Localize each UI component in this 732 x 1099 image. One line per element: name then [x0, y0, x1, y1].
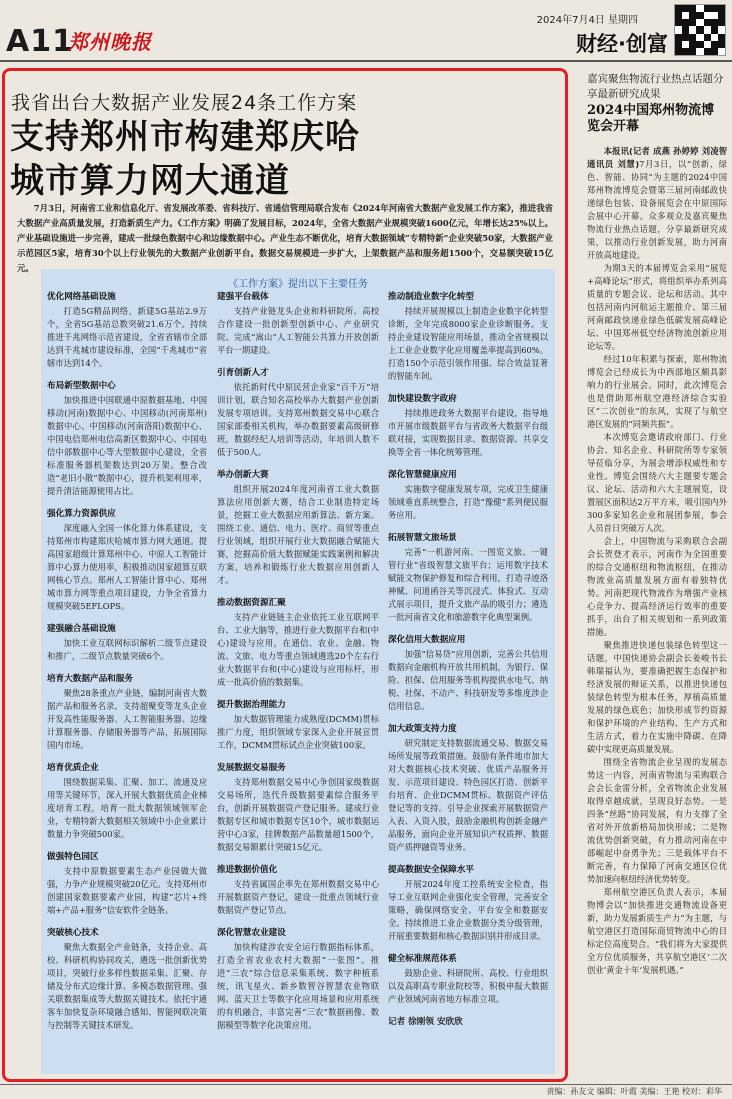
task-item: [388, 634, 548, 713]
task-title: 拓展智慧文旅场景: [388, 533, 457, 543]
task-title: 深化智慧健康应用: [388, 470, 457, 480]
task-body: 支持省属国企率先在郑州数据交易中心开展数据资产登记，建设一批重点领域行业数据资产登记节点。: [217, 879, 379, 915]
task-title: 健全标准规范体系: [388, 954, 457, 964]
task-body: 依托新时代中原民营企业家“百千万”培训计划，联合知名高校举办大数据产业创新发展专项培训。支持郑州数据交易中心联合国家部委相关机构，举办数据要素高级研修班，数据经纪人培训等活动，年培训人数不低于500人。: [217, 382, 379, 457]
page-number: A11: [6, 24, 74, 59]
headline-line-1: 支持郑州市构建郑庆哈: [10, 117, 360, 157]
masthead-logo: 郑州晚报: [68, 30, 152, 54]
task-body: 组织开展2024年度河南省工业大数据算法应用创新大赛，结合工业制造特定场景，挖掘工业大数据应用新算法、新方案。围绕工业、通信、电力、医疗、商贸等重点行业领域，组织开展行业大数据融合赋能大赛，挖掘高价值大数据赋能实践案例和解决方案，培养和锻炼行业大数据应用创新人才。: [217, 484, 379, 585]
task-item: [388, 469, 548, 522]
footer-credits: 责编：孙友文 编辑：叶霞 美编：王艳 校对：彩华: [546, 1087, 722, 1096]
task-item: [217, 927, 379, 1032]
task-title: 推进数据价值化: [217, 865, 278, 875]
side-paragraph: 为期3天的本届博览会采用“展览+高峰论坛”形式，将组织举办系列高质量的专题会议、论坛和活动。其中包括河南内河航运主题推介、第三届河南邮政快递业绿色低碳发展高峰论坛、中国郑州低空经济物流创新应用论坛等。: [587, 263, 727, 351]
task-title: 培育优质企业: [47, 763, 99, 773]
task-item: [47, 851, 207, 917]
task-item: [217, 367, 379, 459]
task-item: [217, 699, 379, 752]
issue-date: 2024年7月4日 星期四: [536, 15, 638, 26]
task-item: [47, 380, 207, 498]
task-body: 加强“信易贷”应用创新，完善公共信用数据向金融机构开放共用机制，为银行、保险、担保、信用服务等机构提供水电气、纳税、社保、不动产、科技研发等多维度涉企信用信息。: [388, 649, 548, 711]
header-divider: [0, 60, 732, 62]
task-item: [217, 762, 379, 854]
qr-code-icon: [674, 4, 726, 56]
task-item: [47, 291, 207, 370]
task-body: 鼓励企业、科研院所、高校、行业组织以及高职高专职业院校等，积极申报大数据产业领域河南省地方标准立项。: [388, 968, 548, 1004]
task-body: 加快工业互联网标识解析二级节点建设和推广，二级节点数量突破6个。: [47, 638, 207, 661]
footer-divider: [0, 1084, 732, 1085]
task-item: [47, 673, 207, 752]
main-byline: 记者 徐刚领 安欣欣: [388, 1017, 463, 1027]
task-title: 建强平台载体: [217, 292, 269, 302]
side-article: [587, 72, 727, 1082]
task-title: 做强特色园区: [47, 852, 99, 862]
task-item: [388, 393, 548, 459]
task-body: 支持产业链龙头企业和科研院所、高校合作建设一批创新型创新中心、产业研究院。完成“嵩山”人工智能公共算力开放创新平台一期建设。: [217, 306, 379, 355]
task-item: [47, 508, 207, 613]
main-article: [2, 68, 568, 1082]
task-body: 支持郑州数据交易中心争创国家级数据交易场所，迭代升级数据要素综合服务平台，创新开展数据资产登记服务。建成行业数据专区和城市数据专区10个，城市数据运营中心3家，挂牌数据产品数量超1500个，数据交易额累计突破15亿元。: [217, 777, 379, 852]
task-item: [47, 762, 207, 841]
side-paragraph: 围绕全省物流企业呈现的发展态势这一内容，河南省物流与采购联合会会长金雷分析，全省物流企业发展取得卓越成就，呈现良好态势。一是四条“丝路”协同发展，有力支撑了全省对外开放新格局加快形成；二是物流优势创新突破，有力推动河南在中部崛起中奋勇争先；三是载体平台不断完善，有力保障了河南交通区位优势加速向枢纽经济优势转变。: [587, 757, 727, 884]
task-item: [217, 469, 379, 587]
side-paragraph: 本次博览会邀请政府部门、行业协会、知名企业、科研院所等专家领导莅临分享，为展会增添权威性和专业性。博览会围绕六大主题要专题会议、论坛、活动和六大主题展览，设置展区面积达2万平方米，吸引国内外300多家知名企业和展团参展，参会人员首日突破万人次。: [587, 432, 727, 533]
task-title: 加快建设数字政府: [388, 394, 457, 404]
task-title: 突破核心技术: [47, 928, 99, 938]
task-body: 持续推进政务大数据平台建设，指导地市开展市级数据平台与省政务大数据平台级联对接，实现数据目录、数据资源、共享交换等全省一体化统筹管理。: [388, 408, 548, 457]
side-headline: 2024中国郑州物流博览会开幕: [587, 103, 715, 134]
task-column-1: [47, 291, 207, 1042]
task-body: 开展2024年度工控系统安全检查，指导工业互联网企业强化安全管理，完善安全策略，确保网络安全、平台安全和数据安全。持续推进工业企业数据分类分级管理，开展重要数据和核心数据识别并形成目录。: [388, 879, 548, 941]
task-title: 布局新型数据中心: [47, 381, 116, 391]
task-item: [47, 623, 207, 663]
task-title: 引育创新人才: [217, 368, 269, 378]
side-byline: 本报讯(记者 成燕 孙婷婷 刘凌智 通讯员 刘慧): [587, 146, 727, 169]
side-body: [587, 145, 727, 977]
task-item: [217, 291, 379, 357]
task-title: 提高数据安全保障水平: [388, 865, 474, 875]
task-item: [388, 953, 548, 1006]
task-item: [388, 532, 548, 624]
side-paragraph: 本报讯(记者 成燕 孙婷婷 刘凌智 通讯员 刘慧)7月3日，以“创新、绿色、智能、协同”为主题的2024中国郑州物流博览会暨第三届河南邮政快递绿色包装、设备展览会在中原国际会展中心开幕。众多观众及嘉宾聚焦物流行业热点话题，分享最新研究成果，以推动行业创新发展，助力河南开放高地建设。: [587, 146, 727, 260]
task-body: 完善“一机游河南、一图览文旅、一键管行业”省级智慧文旅平台；运用数字技术赋能文物保护修复和综合利用，打造寻迹洛神赋、问道函谷关等沉浸式、体验式、互动式展示项目，提升文旅产品的吸引力；遴选一批河南省文化和旅游数字化典型案例。: [388, 547, 548, 622]
task-body: 打造5G精品网络，新建5G基站2.9万个，全省5G基站总数突破21.6万个。持续推进千兆网络示范省建设，全省省辖市全部达到千兆城市建设标准，全国“千兆城市”省辖市达到14个。: [47, 306, 207, 368]
task-item: [388, 723, 548, 854]
side-paragraph: 聚焦推进快递包装绿色转型这一话题，中国快递协会副会长姜峻书长韩瑞福认为，要准确把握生态保护和经济发展的辩证关系，以推进快递包装绿色转型为根本任务，厚植高质量发展的绿色底色；加快形成节约资源和保护环境的产业结构、生产方式和生活方式，着力在实施中降碳、在降碳中实现更高质量发展。: [587, 640, 727, 754]
task-box: [41, 269, 555, 1074]
headline-line-2: 城市算力网大通道: [10, 161, 290, 201]
main-kicker: 我省出台大数据产业发展24条工作方案: [11, 92, 358, 114]
task-column-2: [217, 291, 379, 1042]
task-title: 深化智慧农业建设: [217, 928, 286, 938]
task-item: [388, 864, 548, 943]
task-title: 发展数据交易服务: [217, 763, 286, 773]
task-title: 建强融合基础设施: [47, 624, 116, 634]
task-title: 强化算力资源供应: [47, 509, 116, 519]
page-header: [0, 0, 732, 62]
section-title: 财经·创富: [576, 32, 668, 56]
task-title: 加大政策支持力度: [388, 724, 457, 734]
task-column-3: [388, 291, 548, 1029]
side-paragraph: 经过10年积累与探索，郑州物流博览会已经成长为中西部地区颇具影响力的行业展会。同时，此次博览会也是借助郑州航空港经济综合实验区“二次创业”的东风，实现了与航空港区发展的“同频共振”。: [587, 354, 727, 429]
task-body: 支持中原数据要素生态产业园做大做强，力争产业规模突破20亿元。支持郑州市创建国家数据要素产业园，构建“芯片+终端+产品+服务”信安软件全链条。: [47, 866, 207, 915]
task-title: 举办创新大赛: [217, 470, 269, 480]
task-body: 研究制定支持数据流通交易、数据交易场所发展等政策措施。鼓励有条件地市加大对大数据核心技术突破、优质产品服务开发、示范项目建设、特色园区打造、创新平台培育、企业DCMM贯标、数据资产评估登记等的支持。引导企业探索开展数据资产入表、入资入股，鼓励金融机构创新金融产品服务，面向企业开展知识产权质押、数据资产质押融资等业务。: [388, 738, 548, 852]
task-item: [47, 927, 207, 1032]
task-body: 聚焦大数据全产业链条，支持企业、高校、科研机构协同攻关，遴选一批创新优势项目，突破行业多样性数据采集、汇聚、存储及分布式边缘计算、多模态数据管理、强关联数据集成等大数据关键技术。依托宇通客车加快复杂环境融合感知、智能网联决策与控制等关键技术研发。: [47, 942, 207, 1030]
task-body: 加大数据管理能力成熟度(DCMM)贯标推广力度，组织领域专家深入企业开展宣贯工作，DCMM贯标试点企业突破100家。: [217, 714, 379, 750]
task-item: [388, 291, 548, 383]
task-item: [217, 597, 379, 689]
task-item: [217, 864, 379, 917]
task-body: 实施数字健康发展专项，完成卫生健康领域垂直系统整合，打造“豫健”系列便民服务应用。: [388, 484, 548, 520]
task-title: 优化网络基础设施: [47, 292, 116, 302]
side-paragraph: 郑州航空港区负责人表示，本届物博会以“加快推进交通物流设备更新，助力发展新质生产力”为主题，与航空港区打造国际商贸物流中心的目标定位高度契合。“我们将为大家提供全方位优质服务，共享航空港区‘二次创业’黄金十年‘发展机遇。”: [587, 887, 727, 975]
task-title: 深化信用大数据应用: [388, 635, 466, 645]
task-body: 加快构建涉农安全运行数据指标体系，打造全省农业农村大数据“一张图”。推进“三农”综合信息采集系统、数字种植系统，讯飞星火、新乡数智谷智慧农业物联网、蓝天卫士等数字化应用场景和应用系统的有机融合，丰富完善“三农”数据画像、数据模型等数字化决策应用。: [217, 942, 379, 1030]
main-headline: [10, 115, 550, 203]
task-body: 围绕数据采集、汇聚、加工、流通及应用等关键环节，深入开展大数据优质企业梯度培育工程，培育一批大数据领域领军企业，专精特新大数据相关领域中小企业累计数量力争突破500家。: [47, 777, 207, 839]
task-title: 培育大数据产品和服务: [47, 674, 133, 684]
task-title: 推动制造业数字化转型: [388, 292, 474, 302]
main-lede: 7月3日，河南省工业和信息化厅、省发展改革委、省科技厅、省通信管理局联合发布《2024年河南省大数据产业发展工作方案》，推进我省大数据产业高质量发展，打造新质生产力。《工作方案》明确了发展目标，2024年，全省大数据产业规模突破1600亿元，年增长达25%以上。产业基础设施进一步完善，建成一批绿色数据中心和边缘数据中心。产业生态不断优化，培育大数据领域“专精特新”企业突破50家，大数据产业示范园区5家，培育30个以上行业领先的大数据产业创新平台。数据交易规模进一步扩大，上架数据产品和服务超1500个，交易额突破15亿元。: [17, 203, 553, 273]
task-body: 持续开展规模以上制造企业数字化转型诊断，全年完成8000家企业诊断服务。支持企业建设智能应用场景，推动全省规模以上工业企业数字化应用覆盖率提高到60%。打造150个示范引领作用强、综合效益显著的智能车间。: [388, 306, 548, 381]
task-title: 提升数据治理能力: [217, 700, 286, 710]
task-body: 深度融入全国一体化算力体系建设，支持郑州市构建郑庆哈城市算力网大通道。提高国家超级计算郑州中心、中原人工智能计算中心算力使用率，积极推动国家超算互联网核心节点、郑州人工智能计算中心、郑州城市算力网等重点项目建设，力争全省算力规模突破5EFLOPS。: [47, 523, 207, 611]
task-body: 加快推进中国联通中原数据基地、中国移动(河南)数据中心、中国移动(河南郑州)数据中心、中国移动(河南洛阳)数据中心、中国电信郑州电信高新区数据中心、中国电信中部数据中心等大型数据中心建设，全省标准服务器机架数达到20万架。整合改造“老旧小散”数据中心，提升机架利用率，提升清洁能源使用占比。: [47, 395, 207, 496]
task-title: 推动数据资源汇聚: [217, 598, 286, 608]
task-box-title: 《工作方案》提出以下主要任务: [228, 279, 368, 290]
side-paragraph: 会上，中国物流与采购联合会副会长贺登才表示，河南作为全国重要的综合交通枢纽和物流枢纽，在推动物流业高质量发展方面有着独特优势。河南把现代物流作为增强产业核心竞争力、提高经济运行效率的重要抓手，出台了相关规划和一系列政策措施。: [587, 536, 727, 637]
task-body: 支持产业链链主企业依托工业互联网平台、工业大脑等，推进行业大数据平台和(中心)建设与应用，在通信、农业、金融、物流、文旅、电力等重点领域遴选20个左右行业大数据平台和(中心)建设与应用标杆，形成一批高价值的数据集。: [217, 612, 379, 687]
side-kicker: 嘉宾聚焦物流行业热点话题分享最新研究成果: [587, 73, 724, 100]
task-body: 聚焦28条重点产业链，编制河南省大数据产品和服务名录。支持超聚变等龙头企业开发高性能服务器、人工智能服务器、边缘计算服务器、存储服务器等产品，拓展国际国内市场。: [47, 688, 207, 750]
